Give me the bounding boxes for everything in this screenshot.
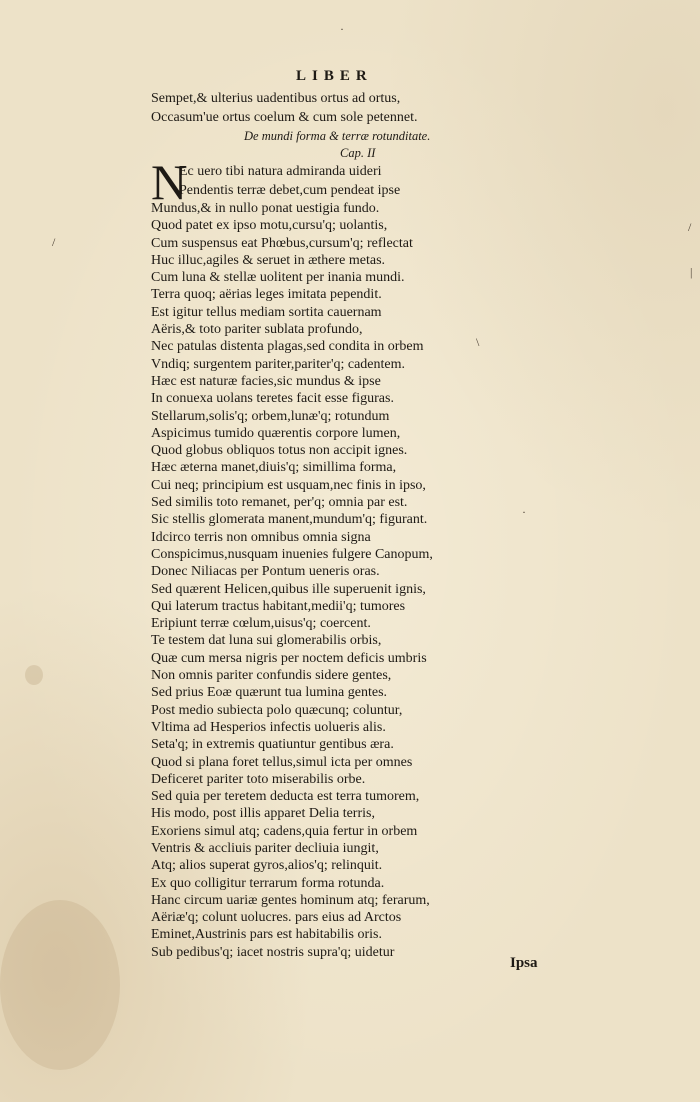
verse-line: Cui neq; principium est usquam,nec finis in ipso, — [151, 477, 426, 493]
verse-line: Quod si plana foret tellus,simul icta per omnes — [151, 754, 413, 770]
verse-line: Non omnis pariter confundis sidere gentes, — [151, 668, 392, 684]
verse-line: Sic stellis glomerata manent,mundum'q; figurant. — [151, 512, 428, 528]
margin-mark: · — [340, 22, 344, 36]
verse-line: Occasum'ue ortus coelum & cum sole petennet. — [151, 110, 418, 125]
verse-line: Hæc est naturæ facies,sic mundus & ipse — [151, 373, 381, 389]
verse-line: Vndiq; surgentem pariter,pariter'q; cadentem. — [151, 356, 406, 372]
margin-mark: / — [52, 235, 56, 249]
margin-mark: / — [688, 220, 692, 234]
margin-mark: | — [690, 265, 693, 279]
verse-line: In conuexa uolans teretes facit esse figuras. — [151, 391, 394, 407]
verse-line: Ventris & accliuis pariter decliuia iungit, — [151, 840, 379, 856]
verse-line: Sed similis toto remanet, per'q; omnia par est. — [151, 495, 408, 511]
verse-line: Aspicimus tumido quærentis corpore lumen, — [151, 425, 401, 441]
verse-line: Quæ cum mersa nigris per noctem deficis umbris — [151, 650, 427, 666]
verse-line: Cum suspensus eat Phœbus,cursum'q; reflectat — [151, 235, 413, 251]
verse-line: His modo, post illis apparet Delia terris, — [151, 806, 375, 822]
verse-line: Te testem dat luna sui glomerabilis orbis, — [151, 633, 382, 649]
drop-cap: N — [151, 154, 188, 210]
verse-line: Eminet,Austrinis pars est habitabilis oris. — [151, 927, 382, 943]
verse-line: Qui laterum tractus habitant,medii'q; tumores — [151, 598, 406, 614]
paper-stain — [0, 900, 120, 1070]
verse-line: Conspicimus,nusquam inuenies fulgere Canopum, — [151, 546, 433, 562]
verse-line: Quod patet ex ipso motu,cursu'q; uolantis, — [151, 218, 388, 234]
margin-mark: · — [522, 505, 526, 519]
intro-lines — [151, 89, 418, 127]
verse-line: Eripiunt terræ cœlum,uisus'q; coercent. — [151, 616, 371, 632]
verse-line: Terra quoq; aërias leges imitata pependit. — [151, 287, 382, 303]
verse-line: Sed quia per teretem deducta est terra tumorem, — [151, 789, 420, 805]
chapter-opening-lines — [179, 162, 400, 200]
chapter-label: Cap. II — [340, 146, 376, 160]
verse-line: Vltima ad Hesperios infectis uolueris alis. — [151, 719, 386, 735]
verse-line: Sed prius Eoæ quærunt tua lumina gentes. — [151, 685, 388, 701]
verse-line: Hanc circum uariæ gentes hominum atq; ferarum, — [151, 892, 430, 908]
verse-line: Seta'q; in extremis quatiuntur gentibus æra. — [151, 737, 394, 753]
catchword: Ipsa — [510, 955, 538, 971]
paper-stain-small — [25, 665, 43, 685]
verse-line: Post medio subiecta polo quæcunq; coluntur, — [151, 702, 403, 718]
margin-mark: \ — [476, 335, 480, 349]
verse-line: Aëriæ'q; colunt uolucres. pars eius ad Arctos — [151, 910, 402, 926]
verse-line: Pendentis terræ debet,cum pendeat ipse — [179, 183, 401, 198]
verse-line: Idcirco terris non omnibus omnia signa — [151, 529, 371, 545]
verse-line: Stellarum,solis'q; orbem,lunæ'q; rotundum — [151, 408, 390, 424]
verse-line: Sempet,& ulterius uadentibus ortus ad ortus, — [151, 91, 401, 106]
verse-line: Hæc æterna manet,diuis'q; simillima forma, — [151, 460, 397, 476]
verse-body — [151, 200, 433, 961]
verse-line: Nec patulas distenta plagas,sed condita in orbem — [151, 339, 424, 355]
verse-line: Sub pedibus'q; iacet nostris supra'q; uidetur — [151, 944, 395, 960]
verse-line: Deficeret pariter toto miserabilis orbe. — [151, 771, 366, 787]
verse-line: Sed quærent Helicen,quibus ille superuenit ignis, — [151, 581, 426, 597]
verse-line: Quod globus obliquos totus non accipit ignes. — [151, 443, 408, 459]
verse-line: Huc illuc,agiles & seruet in æthere metas. — [151, 252, 386, 268]
verse-line: Ex quo colligitur terrarum forma rotunda. — [151, 875, 385, 891]
verse-line: Mundus,& in nullo ponat uestigia fundo. — [151, 201, 380, 216]
verse-line: Est igitur tellus mediam sortita cauernam — [151, 304, 382, 320]
running-head: LIBER — [296, 68, 373, 84]
verse-line: Donec Niliacas per Pontum ueneris oras. — [151, 564, 380, 580]
verse-line: Ec uero tibi natura admiranda uideri — [179, 164, 382, 179]
verse-line: Atq; alios superat gyros,alios'q; relinquit. — [151, 858, 383, 874]
verse-line: Cum luna & stellæ uolitent per inania mundi. — [151, 270, 405, 286]
section-title: De mundi forma & terræ rotunditate. — [244, 129, 431, 143]
verse-line: Exoriens simul atq; cadens,quia fertur in orbem — [151, 823, 418, 839]
verse-line: Aëris,& toto pariter sublata profundo, — [151, 322, 363, 338]
